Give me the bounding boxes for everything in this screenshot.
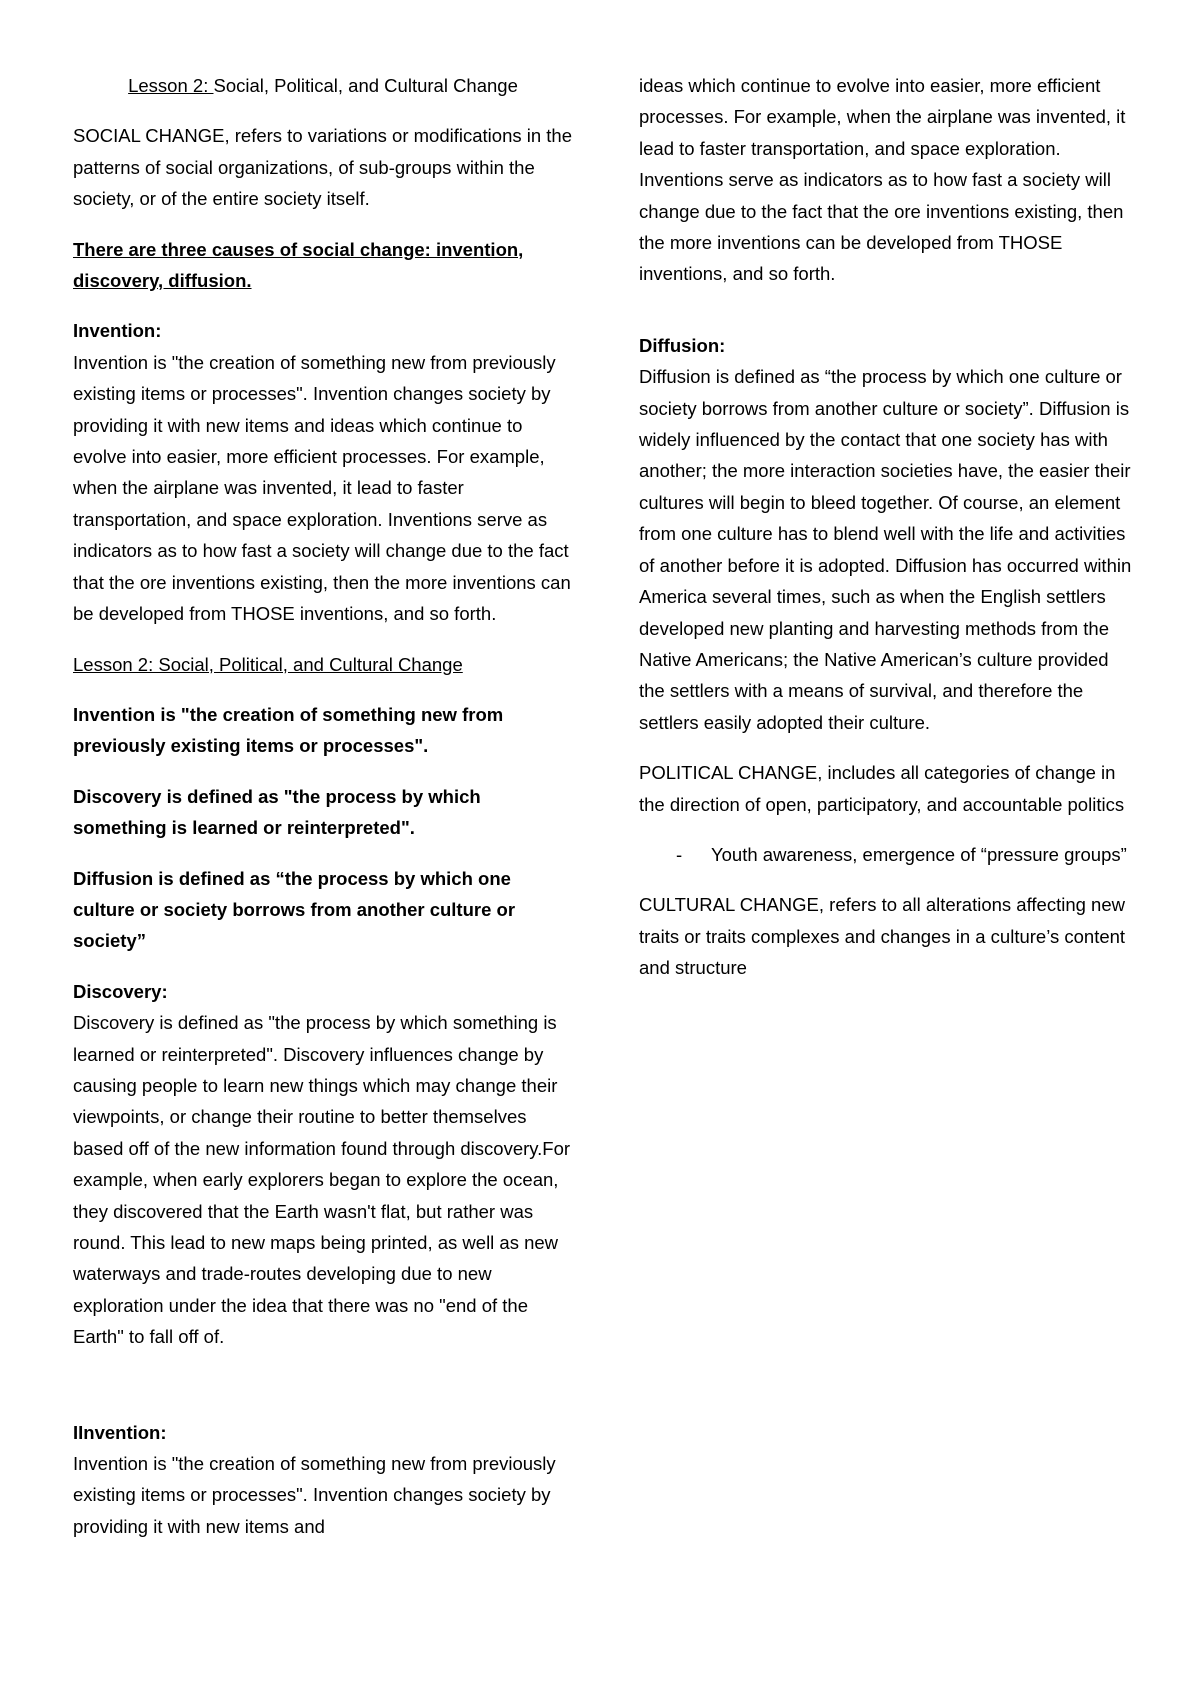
- cultural-change-paragraph: [639, 889, 1139, 983]
- lesson-title-repeat: Lesson 2: Social, Political, and Cultural Change: [73, 653, 463, 675]
- invention-continuation: ideas which continue to evolve into easier, more efficient processes. For example, when the airplane was invented, it lead to faster transportation, and space exploration. Inventions serve as indicators as to how fast a society will change due to the fact that the ore inventions existing, then the more inventions can be developed from THOSE inventions, and so forth.: [639, 75, 1126, 285]
- iinvention-text: Invention is "the creation of something new from previously existing items or processes". Invention changes society by providing it with new items and: [73, 1453, 556, 1537]
- diffusion-section: [639, 330, 1139, 738]
- discovery-section: [73, 976, 573, 1353]
- political-change-definition: , includes all categories of change in the direction of open, participatory, and accountable politics: [639, 762, 1125, 815]
- blank-space: [73, 1372, 573, 1417]
- iinvention-heading: IInvention:: [73, 1421, 167, 1443]
- lesson-title-rest: Social, Political, and Cultural Change: [213, 75, 518, 96]
- political-change-term: POLITICAL CHANGE: [639, 762, 818, 784]
- diffusion-summary: Diffusion is defined as “the process by which one culture or society borrows from another culture or society”: [73, 867, 516, 952]
- cultural-change-definition: , refers to all alterations affecting new traits or traits complexes and changes in a culture’s content and structure: [639, 894, 1126, 979]
- social-change-definition: , refers to variations or modifications in the patterns of social organizations, of sub-groups within the society, or of the entire society itself.: [73, 125, 573, 210]
- social-change-term: SOCIAL CHANGE: [73, 125, 225, 147]
- discovery-heading: Discovery:: [73, 980, 168, 1002]
- three-causes-statement: There are three causes of social change: invention, discovery, diffusion.: [73, 238, 524, 292]
- iinvention-section: [73, 1417, 573, 1543]
- invention-heading: Invention:: [73, 320, 162, 342]
- diffusion-heading: Diffusion:: [639, 334, 726, 356]
- invention-text: Invention is "the creation of something new from previously existing items or processes". Invention changes society by providing it with new items and ideas which continue to evolve into easier, more efficient processes. For example, when the airplane was invented, it lead to faster transportation, and space exploration. Inventions serve as indicators as to how fast a society will change due to the fact that the ore inventions existing, then the more inventions can be developed from THOSE inventions, and so forth.: [73, 351, 571, 625]
- political-bullet-item: [639, 839, 1139, 870]
- diffusion-text: Diffusion is defined as “the process by which one culture or society borrows from another culture or society”. Diffusion is widely influenced by the contact that one society has with another; the more interaction societies have, the easier their cultures will begin to bleed together. Of course, an element from one culture has to blend well with the life and activities of another before it is adopted. Diffusion has occurred within America several times, such as when the English settlers developed new planting and harvesting methods from the Native Americans; the Native American’s culture provided the settlers with a means of survival, and therefore the settlers easily adopted their culture.: [639, 366, 1132, 733]
- bullet-dash: -: [676, 843, 683, 865]
- invention-section: [73, 315, 573, 629]
- political-bullet-text: Youth awareness, emergence of “pressure groups”: [711, 843, 1127, 865]
- right-column: [639, 70, 1139, 1003]
- cultural-change-term: CULTURAL CHANGE: [639, 894, 819, 916]
- discovery-text: Discovery is defined as "the process by which something is learned or reinterpreted". Discovery influences change by causing people to learn new things which may change their viewpoints, or change their routine to better themselves based off of the new information found through discovery.For example, when early explorers began to explore the ocean, they discovered that the Earth wasn't flat, but rather was round. This lead to new maps being printed, as well as new waterways and trade-routes developing due to new exploration under the idea that there was no "end of the Earth" to fall off of.: [73, 1012, 571, 1348]
- political-change-paragraph: [639, 757, 1139, 820]
- social-change-paragraph: [73, 120, 573, 214]
- left-column: [73, 70, 573, 1561]
- discovery-summary: Discovery is defined as "the process by which something is learned or reinterpreted".: [73, 785, 481, 839]
- lesson-title: [73, 70, 573, 101]
- lesson-title-prefix: Lesson 2:: [128, 75, 214, 96]
- invention-summary: Invention is "the creation of something new from previously existing items or processes".: [73, 703, 504, 757]
